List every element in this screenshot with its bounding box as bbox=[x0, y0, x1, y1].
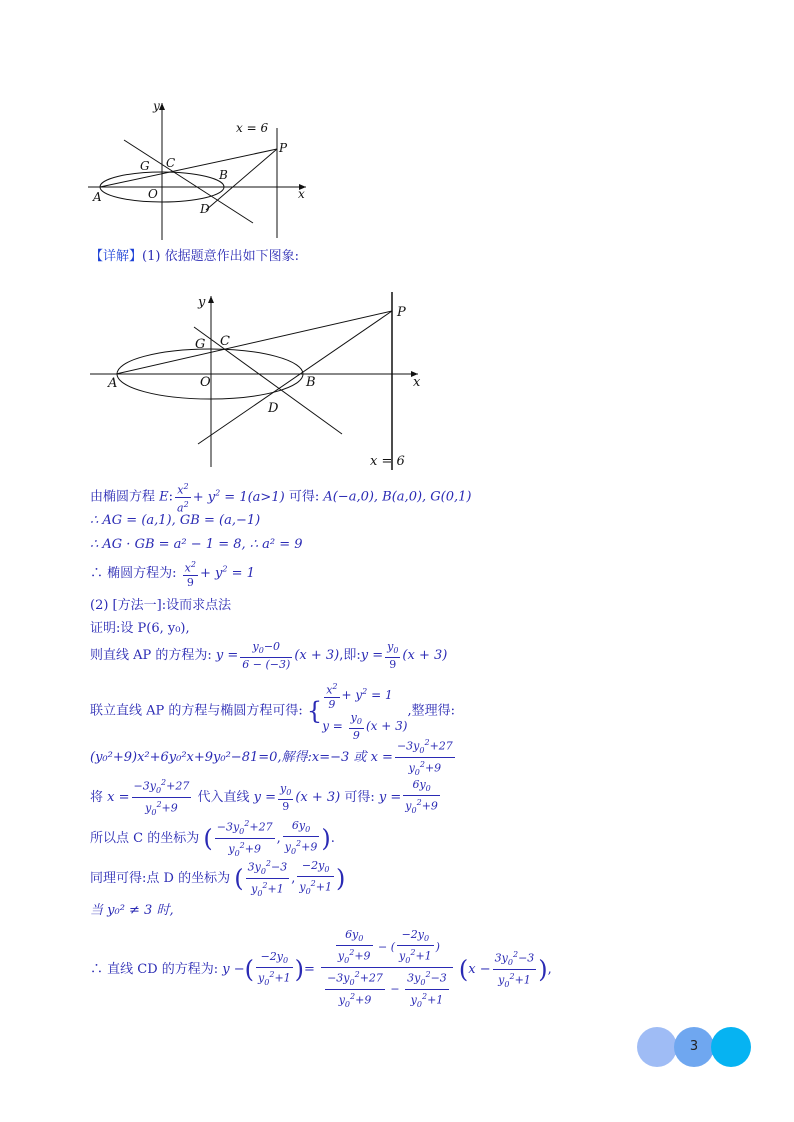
solution-line-8: 联立直线 AP 的方程与椭圆方程可得: { $\frac{x^2}{9}$ + $y^2 = 1$ y = $\frac{y_0}{9}$ (x + 3) ,整理得: bbox=[90, 682, 455, 742]
solution-line-10: 将 x = $\frac{-3y_0^2+27}{y_0^2+9}$ 代入直线 y = $\frac{y_0}{9}$ (x + 3) 可得: y = $\frac{6y_0}{y_0^2+9}$ bbox=[90, 777, 438, 817]
fig1-label-G: G bbox=[140, 159, 150, 173]
l10-mid: 代入直线 bbox=[197, 789, 250, 805]
l7-mid: ,即: bbox=[339, 648, 361, 664]
solution-line-12: 同理可得:点 D 的坐标为 ( $\frac{3y_0^2-3}{y_0^2+1}$ , $\frac{-2y_0}{y_0^2+1}$ ) bbox=[90, 858, 346, 898]
l7-prefix: 则直线 AP 的方程为: bbox=[90, 648, 212, 664]
solution-line-2: ∴ AG = (a,1), GB = (a,−1) bbox=[90, 513, 261, 528]
page-number-badge bbox=[637, 1027, 757, 1067]
figure-large-ellipse bbox=[88, 292, 428, 470]
badge-circle-right bbox=[711, 1027, 751, 1067]
solution-line-11: 所以点 C 的坐标为 ( $\frac{-3y_0^2+27}{y_0^2+9}$ , $\frac{6y_0}{y_0^2+9}$ ). bbox=[90, 818, 335, 858]
fig2-label-B: B bbox=[306, 375, 316, 390]
fig2-label-line: x = 6 bbox=[370, 454, 405, 469]
fig1-label-y: y bbox=[153, 99, 160, 113]
figure-small-ellipse bbox=[88, 98, 318, 243]
solution-line-4: ∴ 椭圆方程为: $\frac{x^2}{9}$ + $y^2 = 1$ bbox=[90, 560, 255, 589]
l12-prefix: 同理可得:点 D 的坐标为 bbox=[90, 870, 231, 886]
fig1-label-x: x bbox=[298, 187, 305, 201]
fig1-label-B: B bbox=[219, 168, 228, 182]
l10-prefix: 将 bbox=[90, 789, 104, 805]
fig2-label-P: P bbox=[397, 305, 406, 320]
detail-tag: 【详解】 bbox=[90, 249, 143, 264]
detail-heading bbox=[90, 245, 299, 264]
fig2-label-O: O bbox=[200, 375, 211, 390]
fig2-label-y: y bbox=[198, 295, 206, 310]
fig2-label-C: C bbox=[220, 334, 230, 349]
solution-line-7: 则直线 AP 的方程为: y = $\frac{y_0-0}{6 - (-3)}$ (x + 3),即:y = $\frac{y_0}{9}$ (x + 3) bbox=[90, 640, 448, 672]
l14-prefix: ∴ 直线 CD 的方程为: bbox=[90, 961, 219, 977]
l11-prefix: 所以点 C 的坐标为 bbox=[90, 830, 200, 846]
fig2-label-A: A bbox=[108, 376, 118, 391]
l8-suffix: ,整理得: bbox=[407, 703, 455, 719]
fig1-label-O: O bbox=[148, 187, 158, 201]
part1-intro: (1) 依据题意作出如下图象: bbox=[142, 249, 299, 264]
l1-suffix: 可得: bbox=[288, 489, 320, 505]
fig1-label-line: x = 6 bbox=[236, 121, 269, 135]
fig2-label-D: D bbox=[268, 401, 279, 416]
solution-line-14: ∴ 直线 CD 的方程为: y −( $\frac{-2y_0}{y_0^2+1}$ )= $\frac{6y_0}{y_0^2+9}$ − ( $\frac{-2y_0}{y_0^2+1}$ ) $\frac{-3y_0^2+27}{y_0^2+9}$ − $\frac{3y_0^2-3}{y_0^2+1}$ (x − $\frac{3y_0^2-3}{y_0^2+1}$ ), bbox=[90, 928, 552, 1009]
page-number: 3 bbox=[689, 1039, 699, 1054]
badge-circle-left bbox=[637, 1027, 677, 1067]
solution-line-3: ∴ AG · GB = a² − 1 = 8, ∴ a² = 9 bbox=[90, 537, 303, 552]
solution-line-13: 当 y₀² ≠ 3 时, bbox=[90, 903, 174, 918]
fig1-label-A: A bbox=[93, 190, 102, 204]
l9-prefix: (y₀²+9)x²+6y₀²x+9y₀²−81=0,解得:x=−3 或 bbox=[90, 749, 367, 765]
l8-prefix: 联立直线 AP 的方程与椭圆方程可得: bbox=[90, 703, 303, 719]
fig1-label-D: D bbox=[200, 202, 210, 216]
solution-line-9: (y₀²+9)x²+6y₀²x+9y₀²−81=0,解得:x=−3 或 x = $\frac{-3y_0^2+27}{y_0^2+9}$ bbox=[90, 738, 453, 777]
l4-prefix: ∴ 椭圆方程为: bbox=[90, 565, 177, 581]
solution-line-6: 证明:设 P(6, y₀), bbox=[90, 621, 190, 636]
l10-suffix: 可得: bbox=[344, 789, 375, 805]
fig2-label-x: x bbox=[413, 375, 421, 390]
fig1-label-P: P bbox=[279, 141, 288, 155]
l1-points: A(−a,0), B(a,0), G(0,1) bbox=[323, 489, 472, 505]
fig2-label-G: G bbox=[195, 337, 206, 352]
solution-line-1: 由椭圆方程 E: $\frac{x^2}{a^2}$ + $y^2 = 1(a>1)$ 可得: A(−a,0), B(a,0), G(0,1) bbox=[90, 482, 472, 515]
solution-line-5: (2) [方法一]:设而求点法 bbox=[90, 598, 232, 613]
l1-prefix: 由椭圆方程 bbox=[90, 489, 156, 505]
fig1-label-C: C bbox=[166, 156, 176, 170]
